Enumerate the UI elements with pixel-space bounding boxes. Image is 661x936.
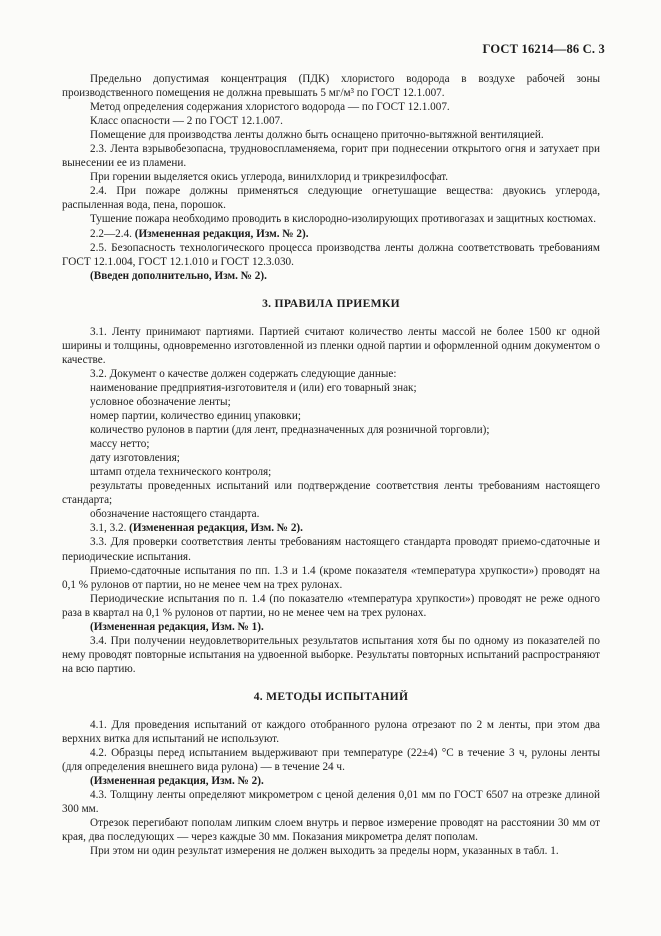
- list-item: штамп отдела технического контроля;: [90, 466, 272, 479]
- amendment-note: [62, 521, 600, 535]
- paragraph: Приемо-сдаточные испытания по пп. 1.3 и 1.4 (кроме показателя «температура хрупкости») проводят на 0,1 % рулонов от партии, но не менее чем на трех рулонах.: [62, 564, 600, 591]
- paragraph: 2.4. При пожаре должны применяться следующие огнетушащие вещества: двуокись углерода, распыленная вода, пена, порошок.: [62, 185, 600, 212]
- page-body: [62, 72, 600, 858]
- running-header: ГОСТ 16214—86 С. 3: [482, 42, 605, 56]
- paragraph: 4.2. Образцы перед испытанием выдерживают при температуре (22±4) °С в течение 3 ч, рулоны ленты (для определения внешнего вида рулона) — в течение 24 ч.: [62, 747, 600, 774]
- paragraph: Класс опасности — 2 по ГОСТ 12.1.007.: [90, 115, 283, 128]
- list-item: обозначение настоящего стандарта.: [90, 508, 260, 521]
- paragraph: 4.3. Толщину ленты определяют микрометром с ценой деления 0,01 мм по ГОСТ 6507 на отрезке длиной 300 мм.: [62, 789, 600, 816]
- paragraph: 3.2. Документ о качестве должен содержать следующие данные:: [90, 367, 397, 380]
- list-item: условное обозначение ленты;: [90, 395, 231, 408]
- paragraph: Периодические испытания по п. 1.4 (по показателю «температура хрупкости») проводят не реже одного раза в квартал на 0,1 % рулонов от партии, но не менее чем на трех рулонах.: [62, 592, 600, 619]
- paragraph: Предельно допустимая концентрация (ПДК) хлористого водорода в воздухе рабочей зоны производственного помещения не должна превышать 5 мг/м³ по ГОСТ 12.1.007.: [62, 73, 600, 100]
- paragraph: При горении выделяется окись углерода, винилхлорид и трикрезилфосфат.: [90, 171, 449, 184]
- paragraph: Тушение пожара необходимо проводить в кислородно-изолирующих противогазах и защитных костюмах.: [90, 213, 597, 226]
- amendment-label: (Измененная редакция, Изм. № 2).: [134, 227, 309, 240]
- list-item: результаты проведенных испытаний или подтверждение соответствия ленты требованиям настоящего стандарта;: [62, 480, 600, 507]
- paragraph: 2.3. Лента взрывобезопасна, трудновоспламеняема, горит при поднесении открытого огня и затухает при вынесении ее из пламени.: [62, 143, 600, 170]
- list-item: массу нетто;: [90, 438, 150, 451]
- paragraph: 3.4. При получении неудовлетворительных результатов испытания хотя бы по одному из показателей по нему проводят повторные испытания на удвоенной выборке. Результаты повторных испытаний распространяют на всю партию.: [62, 634, 600, 675]
- section-heading: 4. МЕТОДЫ ИСПЫТАНИЙ: [253, 689, 409, 703]
- paragraph: 2.5. Безопасность технологического процесса производства ленты должна соответствовать требованиям ГОСТ 12.1.004, ГОСТ 12.1.010 и ГОСТ 12.3.030.: [62, 241, 600, 268]
- paragraph: 3.3. Для проверки соответствия ленты требованиям настоящего стандарта проводят приемо-сдаточные и периодические испытания.: [62, 536, 600, 563]
- amendment-note: [62, 227, 600, 241]
- list-item: номер партии, количество единиц упаковки;: [90, 410, 301, 423]
- section-heading: 3. ПРАВИЛА ПРИЕМКИ: [262, 296, 400, 310]
- paragraph: 4.1. Для проведения испытаний от каждого отобранного рулона отрезают по 2 м ленты, при этом два верхних витка для испытаний не используют.: [62, 718, 600, 746]
- list-item: дату изготовления;: [90, 452, 180, 465]
- paragraph: Помещение для производства ленты должно быть оснащено приточно-вытяжной вентиляцией.: [90, 129, 544, 142]
- amendment-note: (Измененная редакция, Изм. № 1).: [90, 620, 264, 633]
- amendment-label: (Измененная редакция, Изм. № 2).: [129, 522, 303, 535]
- amendment-note: (Измененная редакция, Изм. № 2).: [90, 775, 264, 788]
- paragraph: При этом ни один результат измерения не должен выходить за пределы норм, указанных в табл. 1.: [90, 845, 559, 858]
- paragraph: Метод определения содержания хлористого водорода — по ГОСТ 12.1.007.: [90, 101, 450, 114]
- paragraph: Отрезок перегибают пополам липким слоем внутрь и первое измерение проводят на расстоянии 30 мм от края, два последующих — через каждые 30 мм. Показания микрометра делят пополам.: [62, 817, 600, 844]
- amendment-note: (Введен дополнительно, Изм. № 2).: [90, 269, 267, 282]
- clause-reference: 3.1, 3.2.: [90, 522, 127, 535]
- clause-reference: 2.2—2.4.: [90, 227, 132, 240]
- list-item: количество рулонов в партии (для лент, предназначенных для розничной торговли);: [90, 424, 490, 437]
- list-item: наименование предприятия-изготовителя и (или) его товарный знак;: [90, 381, 417, 394]
- paragraph: 3.1. Ленту принимают партиями. Партией считают количество ленты массой не более 1500 кг одной ширины и толщины, одновременно изготовленной из пленки одной партии и оформленной одним документом о качестве.: [62, 325, 600, 366]
